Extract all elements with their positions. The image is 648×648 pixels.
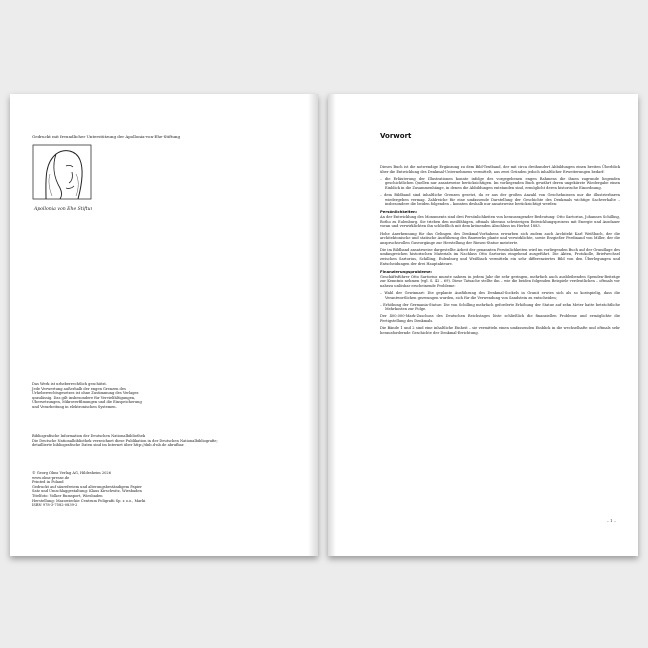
paragraph: An der Entwicklung des Monuments sind drei Persönlichkeiten von herausragender Bedeutung: Otto Sartorius, Johannes Schilling, Botho zu Eulenburg. Sie trieben den meißfähigen, oftmals überaus schwierigen Entwicklungsprozess mit Energie und Ausdauer voran und verwirklichten ihn schließlich mit dem krönenden Abschluss im Herbst 1883.: [380, 215, 620, 229]
paragraph: Hohe Anerkennung für das Gelingen des Denkmal-Vorhabens erwarben sich zudem auch Architekt Karl Weißbach, der die architektonische und statische Ausführung des Bauwerks plante und verwirklichte, sowie Erzgießer Ferdinand von Miller, der die anspruchsvollen Gusvorgänge zur Herstellung der Riesen-Statue meisterte.: [380, 231, 620, 245]
section-heading: Finanzierungsprobleme:: [380, 268, 433, 274]
support-line: Gedruckt mit freundlicher Unterstützung der Apollonia-von-Ehe-Stiftung: [32, 134, 181, 139]
gutter-shadow: [308, 94, 318, 556]
copyright-notice: Das Werk ist urheberrechtlich geschützt. Jede Verwertung außerhalb der engen Grenzen des Urheberrechtsgesetzes ist ohne Zustimmung des Verlages unzulässig. Das gilt insbesondere für Vervielfältigungen, Übersetzungen, Mikroverfilmungen und die Einspeicherung und Verarbeitung in elektronischen Systemen.: [32, 382, 142, 409]
left-page: [10, 94, 318, 556]
paragraph: Der 400.000-Mark-Zuschuss des Deutschen Reichstages löste schließlich die finanziellen Probleme und ermöglichte die Fertigstellung des Denkmals.: [380, 314, 620, 323]
foundation-logo: [32, 144, 92, 216]
section-heading: Persönlichkeiten:: [380, 209, 418, 215]
paragraph: – dem Bildband sind inhaltliche Grenzen gesetzt, da er aus der großen Anzahl von Geschehnissen nur die illustrierbaren wiedergeben vermag. Zahlreiche für eine umfassende Darstellung der Geschichte des Denkmals wichtige Sachverhalte – insbesondere die beiden folgenden – konnten deshalb nur ansatzweise berücksichtigt werden:: [380, 192, 620, 207]
paragraph: Geschäftsführer Otto Sartorius musste nahezu in jedem Jahr die sehr geringen, mehrfach auch ausbleibenden Spenden-Beiträge zur Kenntnis nehmen (vgl. S. 42 – 69). Diese Tatsache stellte ihn – wie die beiden folgenden Beispiele verdeutlichen – oftmals vor nahezu unlösbar erscheinende Probleme:: [380, 274, 620, 288]
bibliographic-info: Bibliografische Information der Deutschen Nationalbibliothek Die Deutsche Nationalbibliothek verzeichnet diese Publikation in der Deutschen Nationalbibliografie; detaillierte bibliografische Daten sind im Internet über http://dnb.d-nb.de abrufbar.: [32, 434, 218, 448]
paragraph: Dieses Buch ist die notwendige Ergänzung zu dem Bild-Textband, der mit circa dreihundert Abbildungen einen breiten Überblick über die Entwicklung des Denkmal-Unternehmens vermittelt, aus zwei Gründen jedoch inhaltlicher Erweiterungen bedarf:: [380, 165, 620, 174]
paragraph: Die im Bildband ansatzweise dargestellte Arbeit der genannten Persönlichkeiten wird im vorliegenden Buch auf der Grundlage des umfangreichen historischen Materials im Nachlass Otto Sartorius eingehend ausgeführt. Die Akten, Protokolle, Briefwechsel zwischen Sartorius, Schilling, Eulenburg und Weißbach vermitteln ein sehr differenziertes Bild von den Überlegungen und Entscheidungen der drei Hauptakteure.: [380, 247, 620, 266]
paragraph: – Erhöhung der Germania-Statue: Die von Schilling mehrfach geforderte Erhöhung der Statue auf zehn Meter hatte beträchtliche Mehrkosten zur Folge.: [380, 302, 620, 312]
paragraph: – Wahl der Gewinnart: Die geplante Ausführung des Denkmal-Sockels in Granit erwies sich als so kostspielig, dass die Verantwortlichen gezwungen wurden, sich für die Verwendung von Sandstein zu entscheiden;: [380, 290, 620, 300]
paragraph: – die Erläuterung der Illustrationen konnte infolge des vorgegebenen engen Rahmens die ihnen zugrunde liegenden geschichtlichen Quellen nur ansatzweise berücksichtigen. Im vorliegenden Buch gewährt deren ungekürzte Wiedergabe einen Einblick in die Zusammenhänge, in denen die Abbildungen entstanden sind, ermöglicht deren historische Einordnung.: [380, 176, 620, 190]
portrait-sketch-icon: [32, 144, 92, 216]
gutter-shadow: [328, 94, 336, 556]
publisher-info: © Georg Olms Verlag AG, Hildesheim 2026 www.olms-presse.de Printed in Poland Gedruckt auf säurefreiem und alterungsbeständigem Papier Satz und Umschlaggestaltung: Klaus Kirschwitz, Wiesbaden Titelfoto: Volker Rumsport, Wiesbaden Herstellung: Mazowieckie Centrum Poligrafii Sp. z o.o., Marki ISBN 978-3-7582-0839-2: [32, 471, 146, 508]
vorwort-body: [380, 165, 620, 338]
paragraph: Die Bände 1 und 2 sind eine inhaltliche Einheit – sie vermitteln einen umfassenden Einblick in die wechselhafte und oftmals sehr herausfordernde Geschichte der Denkmal-Errichtung.: [380, 326, 620, 335]
signature-text: Apollonia von Ehe Stiftung: [34, 207, 92, 212]
page-title: Vorwort: [380, 132, 412, 140]
right-page: [328, 94, 638, 556]
page-number: – 1 –: [606, 518, 616, 523]
